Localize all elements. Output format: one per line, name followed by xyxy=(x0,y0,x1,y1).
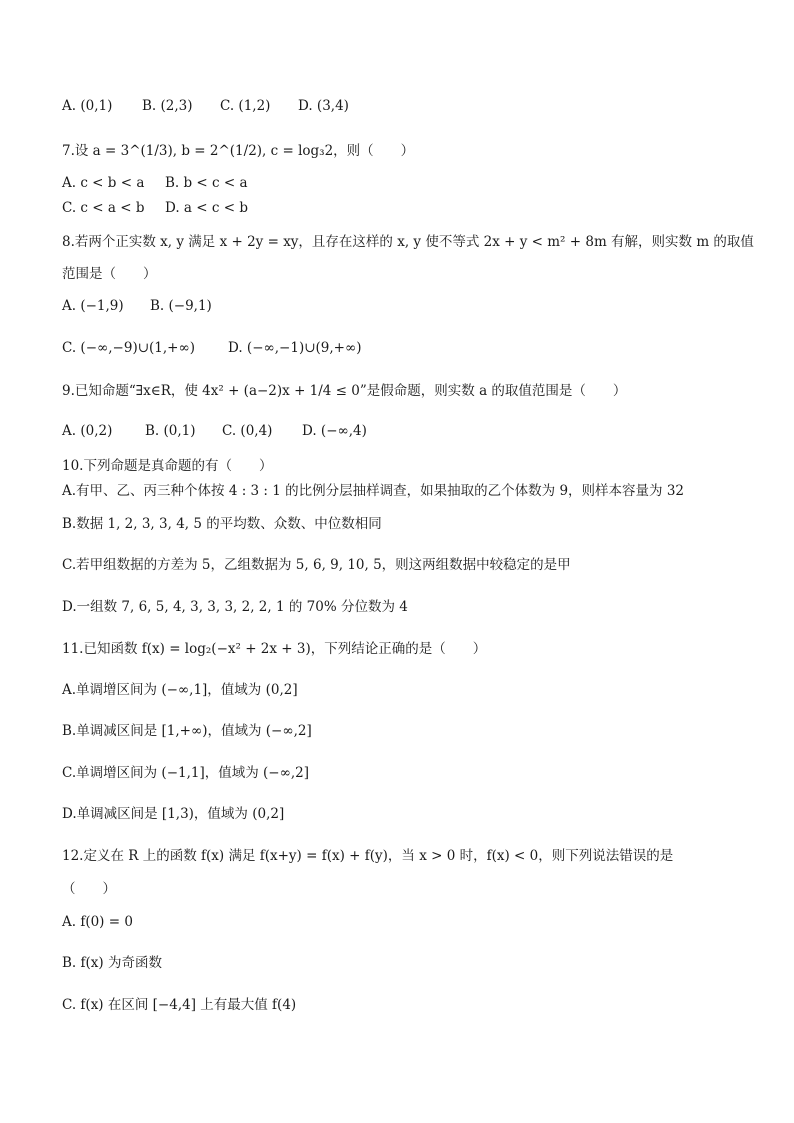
q11-option-c: C.单调增区间为 (−1,1]，值域为 (−∞,2] xyxy=(62,765,310,781)
q11-option-a: A.单调增区间为 (−∞,1]，值域为 (0,2] xyxy=(62,682,298,698)
q8-option-d: D. (−∞,−1)∪(9,+∞) xyxy=(228,340,362,356)
q7-option-d: D. a < c < b xyxy=(165,200,248,216)
q6-option-b: B. (2,3) xyxy=(142,98,193,114)
q10-option-b: B.数据 1, 2, 3, 3, 4, 5 的平均数、众数、中位数相同 xyxy=(62,516,382,532)
q8-option-b: B. (−9,1) xyxy=(150,298,212,314)
q7-option-a: A. c < b < a xyxy=(62,175,145,191)
q9-option-c: C. (0,4) xyxy=(222,423,273,439)
q6-option-d: D. (3,4) xyxy=(298,98,349,114)
q12-option-c: C. f(x) 在区间 [−4,4] 上有最大值 f(4) xyxy=(62,997,297,1013)
q8-stem-cont: 范围是（ ） xyxy=(62,266,157,282)
q9-option-a: A. (0,2) xyxy=(62,423,113,439)
q10-option-d: D.一组数 7, 6, 5, 4, 3, 3, 3, 2, 2, 1 的 70% 分位数为 4 xyxy=(62,599,408,615)
q9-stem: 9.已知命题“∃x∈R，使 4x² + (a−2)x + 1/4 ≤ 0”是假命题，则实数 a 的取值范围是（ ） xyxy=(62,383,627,399)
q10-option-a: A.有甲、乙、丙三种个体按 4 : 3 : 1 的比例分层抽样调查，如果抽取的乙个体数为 9，则样本容量为 32 xyxy=(62,483,685,499)
q8-stem: 8.若两个正实数 x, y 满足 x + 2y = xy，且存在这样的 x, y 使不等式 2x + y < m² + 8m 有解，则实数 m 的取值 xyxy=(62,234,754,250)
q6-option-a: A. (0,1) xyxy=(62,98,113,114)
q11-stem: 11.已知函数 f(x) = log₂(−x² + 2x + 3)，下列结论正确的是（ ） xyxy=(62,641,487,657)
q11-option-b: B.单调减区间是 [1,+∞)，值域为 (−∞,2] xyxy=(62,723,312,739)
q9-option-b: B. (0,1) xyxy=(145,423,196,439)
q12-option-a: A. f(0) = 0 xyxy=(62,914,133,930)
q12-option-b: B. f(x) 为奇函数 xyxy=(62,955,162,971)
q8-option-a: A. (−1,9) xyxy=(62,298,124,314)
q12-stem: 12.定义在 R 上的函数 f(x) 满足 f(x+y) = f(x) + f(y)，当 x > 0 时，f(x) < 0，则下列说法错误的是 xyxy=(62,848,674,864)
q10-option-c: C.若甲组数据的方差为 5，乙组数据为 5, 6, 9, 10, 5，则这两组数据中较稳定的是甲 xyxy=(62,557,571,573)
q7-stem: 7.设 a = 3^(1/3), b = 2^(1/2), c = log₃2，则（ ） xyxy=(62,143,415,159)
q6-option-c: C. (1,2) xyxy=(220,98,271,114)
q7-option-c: C. c < a < b xyxy=(62,200,145,216)
q11-option-d: D.单调减区间是 [1,3)，值域为 (0,2] xyxy=(62,806,285,822)
q8-option-c: C. (−∞,−9)∪(1,+∞) xyxy=(62,340,195,356)
q12-stem-cont: （ ） xyxy=(62,881,116,897)
q10-stem: 10.下列命题是真命题的有（ ） xyxy=(62,458,273,474)
q7-option-b: B. b < c < a xyxy=(165,175,248,191)
q9-option-d: D. (−∞,4) xyxy=(302,423,367,439)
